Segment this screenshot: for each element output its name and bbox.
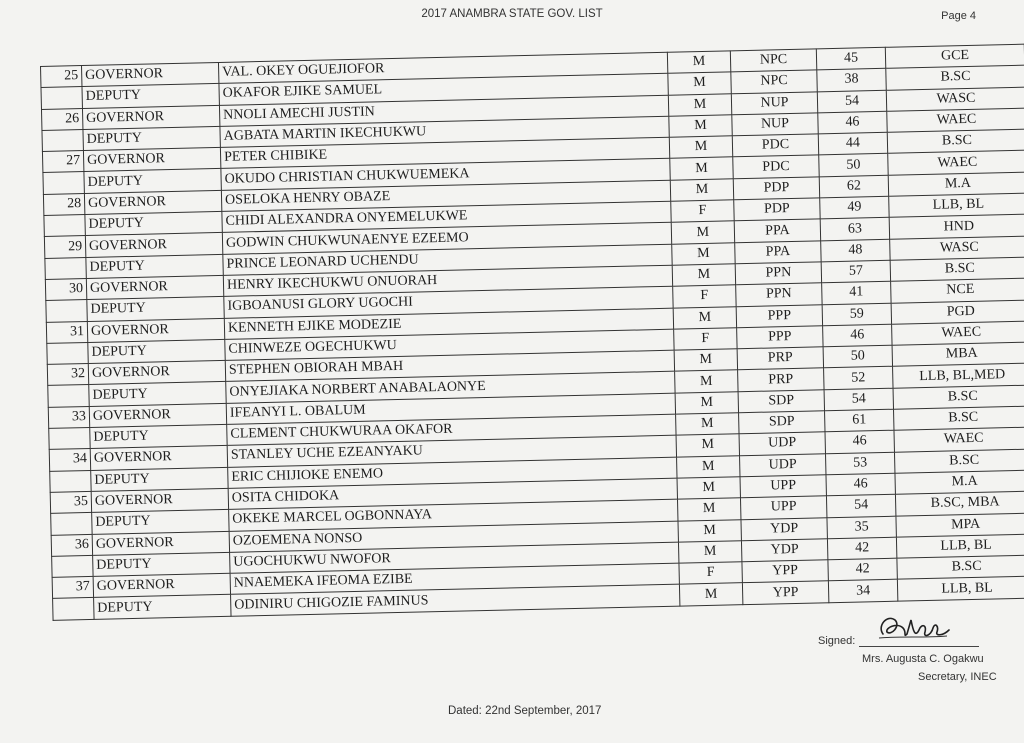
qualification-cell: HND bbox=[889, 214, 1024, 238]
qualification-cell: B.SC bbox=[894, 406, 1024, 430]
position-cell: DEPUTY bbox=[89, 382, 226, 406]
signer-name: Mrs. Augusta C. Ogakwu bbox=[862, 653, 984, 665]
age-cell: 48 bbox=[821, 239, 890, 262]
qualification-cell: LLB, BL,MED bbox=[893, 364, 1024, 388]
candidate-name-cell: IGBOANUSI GLORY UGOCHI bbox=[224, 286, 673, 317]
sex-cell: M bbox=[670, 179, 733, 202]
serial-number-cell bbox=[46, 300, 87, 322]
candidate-name-cell: PETER CHIBIKE bbox=[220, 137, 669, 168]
candidate-name-cell: AGBATA MARTIN IKECHUKWU bbox=[220, 116, 669, 147]
age-cell: 49 bbox=[820, 196, 889, 219]
date-line: Dated: 22nd September, 2017 bbox=[448, 705, 602, 717]
serial-number-cell bbox=[51, 513, 92, 535]
position-cell: DEPUTY bbox=[87, 297, 224, 321]
qualification-cell: B.SC bbox=[897, 555, 1024, 579]
candidate-name-cell: ERIC CHIJIOKE ENEMO bbox=[228, 457, 677, 488]
sex-cell: M bbox=[675, 370, 738, 393]
sex-cell: M bbox=[669, 136, 732, 159]
age-cell: 52 bbox=[824, 367, 893, 390]
party-cell: PPN bbox=[736, 283, 822, 306]
sex-cell: M bbox=[677, 498, 740, 521]
position-cell: DEPUTY bbox=[90, 424, 227, 448]
age-cell: 41 bbox=[822, 282, 891, 305]
party-cell: PRP bbox=[738, 368, 824, 391]
party-cell: UPP bbox=[740, 496, 826, 519]
party-cell: SDP bbox=[738, 390, 824, 413]
serial-number-cell bbox=[49, 428, 90, 450]
qualification-cell: WAEC bbox=[888, 151, 1024, 175]
qualification-cell: LLB, BL bbox=[897, 576, 1024, 600]
age-cell: 50 bbox=[819, 154, 888, 177]
signature-line bbox=[859, 630, 979, 647]
age-cell: 59 bbox=[822, 303, 891, 326]
position-cell: DEPUTY bbox=[83, 126, 220, 150]
age-cell: 38 bbox=[817, 69, 886, 92]
position-cell: DEPUTY bbox=[86, 254, 223, 278]
qualification-cell: B.SC bbox=[886, 65, 1024, 89]
serial-number-cell: 26 bbox=[41, 108, 82, 130]
signature-block bbox=[818, 630, 1018, 683]
age-cell: 46 bbox=[826, 473, 895, 496]
candidate-name-cell: VAL. OKEY OGUEJIOFOR bbox=[218, 52, 667, 83]
serial-number-cell bbox=[50, 470, 91, 492]
sex-cell: M bbox=[670, 157, 733, 180]
age-cell: 57 bbox=[821, 260, 890, 283]
age-cell: 50 bbox=[823, 345, 892, 368]
sex-cell: M bbox=[677, 477, 740, 500]
position-cell: GOVERNOR bbox=[91, 488, 228, 512]
party-cell: NUP bbox=[731, 91, 817, 114]
position-cell: GOVERNOR bbox=[83, 148, 220, 172]
position-cell: GOVERNOR bbox=[93, 573, 230, 597]
sex-cell: M bbox=[669, 115, 732, 138]
qualification-cell: GCE bbox=[885, 44, 1024, 68]
position-cell: DEPUTY bbox=[82, 84, 219, 108]
sex-cell: M bbox=[676, 413, 739, 436]
age-cell: 54 bbox=[817, 90, 886, 113]
age-cell: 45 bbox=[816, 47, 885, 70]
candidate-name-cell: OKUDO CHRISTIAN CHUKWUEMEKA bbox=[221, 159, 670, 190]
position-cell: DEPUTY bbox=[91, 467, 228, 491]
position-cell: GOVERNOR bbox=[86, 275, 223, 299]
candidate-name-cell: NNAEMEKA IFEOMA EZIBE bbox=[230, 563, 679, 594]
candidate-name-cell: STANLEY UCHE EZEANYAKU bbox=[227, 436, 676, 467]
candidate-name-cell: IFEANYI L. OBALUM bbox=[226, 393, 675, 424]
position-cell: DEPUTY bbox=[92, 510, 229, 534]
sex-cell: M bbox=[679, 583, 742, 606]
serial-number-cell bbox=[53, 598, 94, 620]
sex-cell: M bbox=[667, 51, 730, 74]
qualification-cell: WAEC bbox=[894, 427, 1024, 451]
position-cell: DEPUTY bbox=[84, 169, 221, 193]
qualification-cell: LLB, BL bbox=[896, 534, 1024, 558]
party-cell: YDP bbox=[741, 539, 827, 562]
qualification-cell: B.SC, MBA bbox=[895, 491, 1024, 515]
party-cell: PDC bbox=[733, 155, 819, 178]
age-cell: 61 bbox=[825, 409, 894, 432]
serial-number-cell: 30 bbox=[45, 278, 86, 300]
party-cell: UDP bbox=[740, 453, 826, 476]
sex-cell: M bbox=[672, 242, 735, 265]
age-cell: 63 bbox=[820, 218, 889, 241]
serial-number-cell: 25 bbox=[41, 66, 82, 88]
party-cell: PPP bbox=[737, 326, 823, 349]
candidate-name-cell: OKEKE MARCEL OGBONNAYA bbox=[229, 499, 678, 530]
sex-cell: M bbox=[673, 306, 736, 329]
qualification-cell: M.A bbox=[895, 470, 1024, 494]
party-cell: YDP bbox=[741, 517, 827, 540]
age-cell: 54 bbox=[826, 494, 895, 517]
qualification-cell: LLB, BL bbox=[889, 193, 1024, 217]
qualification-cell: M.A bbox=[888, 172, 1024, 196]
sex-cell: M bbox=[668, 72, 731, 95]
position-cell: GOVERNOR bbox=[89, 403, 226, 427]
serial-number-cell bbox=[45, 257, 86, 279]
sex-cell: F bbox=[673, 285, 736, 308]
age-cell: 62 bbox=[819, 175, 888, 198]
serial-number-cell bbox=[47, 342, 88, 364]
position-cell: GOVERNOR bbox=[92, 531, 229, 555]
position-cell: GOVERNOR bbox=[82, 62, 219, 86]
age-cell: 46 bbox=[825, 431, 894, 454]
serial-number-cell: 29 bbox=[44, 236, 85, 258]
serial-number-cell bbox=[44, 215, 85, 237]
serial-number-cell: 33 bbox=[48, 406, 89, 428]
position-cell: GOVERNOR bbox=[87, 318, 224, 342]
position-cell: GOVERNOR bbox=[90, 446, 227, 470]
serial-number-cell bbox=[41, 87, 82, 109]
qualification-cell: MBA bbox=[892, 342, 1024, 366]
candidates-table bbox=[40, 44, 1024, 621]
candidate-name-cell: CHIDI ALEXANDRA ONYEMELUKWE bbox=[222, 201, 671, 232]
party-cell: SDP bbox=[739, 411, 825, 434]
sex-cell: M bbox=[674, 349, 737, 372]
position-cell: DEPUTY bbox=[94, 595, 231, 619]
sex-cell: M bbox=[677, 455, 740, 478]
party-cell: PPN bbox=[735, 262, 821, 285]
qualification-cell: PGD bbox=[891, 300, 1024, 324]
party-cell: PDP bbox=[734, 198, 820, 221]
serial-number-cell: 35 bbox=[50, 491, 91, 513]
party-cell: PRP bbox=[737, 347, 823, 370]
signed-label: Signed: bbox=[818, 635, 856, 647]
candidate-name-cell: CLEMENT CHUKWURAA OKAFOR bbox=[227, 414, 676, 445]
qualification-cell: NCE bbox=[891, 278, 1024, 302]
candidate-name-cell: ODINIRU CHIGOZIE FAMINUS bbox=[231, 585, 680, 616]
candidate-name-cell: OSITA CHIDOKA bbox=[228, 478, 677, 509]
age-cell: 34 bbox=[828, 580, 897, 603]
party-cell: YPP bbox=[742, 560, 828, 583]
serial-number-cell: 32 bbox=[47, 364, 88, 386]
candidate-name-cell: HENRY IKECHUKWU ONUORAH bbox=[223, 265, 672, 296]
qualification-cell: B.SC bbox=[887, 129, 1024, 153]
candidate-name-cell: NNOLI AMECHI JUSTIN bbox=[219, 95, 668, 126]
qualification-cell: B.SC bbox=[894, 449, 1024, 473]
position-cell: DEPUTY bbox=[88, 339, 225, 363]
party-cell: NPC bbox=[731, 70, 817, 93]
serial-number-cell: 27 bbox=[42, 151, 83, 173]
serial-number-cell: 37 bbox=[52, 577, 93, 599]
sex-cell: M bbox=[671, 221, 734, 244]
sex-cell: F bbox=[679, 562, 742, 585]
qualification-cell: WASC bbox=[886, 87, 1024, 111]
candidates-table-body bbox=[41, 44, 1024, 620]
candidate-name-cell: ONYEJIAKA NORBERT ANABALAONYE bbox=[226, 372, 675, 403]
sex-cell: F bbox=[671, 200, 734, 223]
candidate-name-cell: CHINWEZE OGECHUKWU bbox=[225, 329, 674, 360]
candidate-list bbox=[40, 44, 1024, 621]
qualification-cell: B.SC bbox=[893, 385, 1024, 409]
serial-number-cell: 31 bbox=[46, 321, 87, 343]
candidate-name-cell: PRINCE LEONARD UCHENDU bbox=[223, 244, 672, 275]
signer-title: Secretary, INEC bbox=[918, 671, 997, 683]
candidate-name-cell: OSELOKA HENRY OBAZE bbox=[221, 180, 670, 211]
age-cell: 46 bbox=[823, 324, 892, 347]
party-cell: PPP bbox=[736, 304, 822, 327]
sex-cell: M bbox=[678, 541, 741, 564]
serial-number-cell bbox=[42, 129, 83, 151]
candidate-name-cell: GODWIN CHUKWUNAENYE EZEEMO bbox=[222, 223, 671, 254]
sex-cell: M bbox=[675, 391, 738, 414]
party-cell: NUP bbox=[732, 113, 818, 136]
party-cell: UPP bbox=[740, 475, 826, 498]
candidate-name-cell: UGOCHUKWU NWOFOR bbox=[230, 542, 679, 573]
serial-number-cell: 34 bbox=[49, 449, 90, 471]
party-cell: UDP bbox=[739, 432, 825, 455]
qualification-cell: B.SC bbox=[890, 257, 1024, 281]
position-cell: GOVERNOR bbox=[82, 105, 219, 129]
serial-number-cell bbox=[43, 172, 84, 194]
party-cell: PDP bbox=[733, 177, 819, 200]
serial-number-cell bbox=[52, 555, 93, 577]
sex-cell: M bbox=[676, 434, 739, 457]
party-cell: PPA bbox=[734, 219, 820, 242]
position-cell: DEPUTY bbox=[93, 552, 230, 576]
age-cell: 42 bbox=[827, 537, 896, 560]
sex-cell: M bbox=[668, 93, 731, 116]
age-cell: 42 bbox=[828, 558, 897, 581]
age-cell: 35 bbox=[827, 516, 896, 539]
document-title: 2017 ANAMBRA STATE GOV. LIST bbox=[421, 8, 603, 20]
position-cell: GOVERNOR bbox=[85, 233, 222, 257]
position-cell: GOVERNOR bbox=[84, 190, 221, 214]
sex-cell: M bbox=[678, 519, 741, 542]
age-cell: 46 bbox=[818, 111, 887, 134]
page-number: Page 4 bbox=[941, 10, 976, 22]
position-cell: GOVERNOR bbox=[88, 361, 225, 385]
qualification-cell: MPA bbox=[896, 513, 1024, 537]
party-cell: PPA bbox=[735, 241, 821, 264]
serial-number-cell bbox=[48, 385, 89, 407]
candidate-name-cell: OZOEMENA NONSO bbox=[229, 521, 678, 552]
age-cell: 44 bbox=[818, 132, 887, 155]
sex-cell: F bbox=[674, 328, 737, 351]
candidate-name-cell: KENNETH EJIKE MODEZIE bbox=[224, 308, 673, 339]
sex-cell: M bbox=[672, 264, 735, 287]
party-cell: NPC bbox=[730, 49, 816, 72]
qualification-cell: WASC bbox=[890, 236, 1024, 260]
candidate-name-cell: OKAFOR EJIKE SAMUEL bbox=[219, 74, 668, 105]
age-cell: 54 bbox=[824, 388, 893, 411]
serial-number-cell: 28 bbox=[43, 193, 84, 215]
qualification-cell: WAEC bbox=[892, 321, 1024, 345]
candidate-name-cell: STEPHEN OBIORAH MBAH bbox=[225, 350, 674, 381]
serial-number-cell: 36 bbox=[51, 534, 92, 556]
party-cell: PDC bbox=[732, 134, 818, 157]
age-cell: 53 bbox=[825, 452, 894, 475]
position-cell: DEPUTY bbox=[85, 211, 222, 235]
handwritten-signature bbox=[873, 608, 953, 644]
party-cell: YPP bbox=[742, 581, 828, 604]
qualification-cell: WAEC bbox=[887, 108, 1024, 132]
